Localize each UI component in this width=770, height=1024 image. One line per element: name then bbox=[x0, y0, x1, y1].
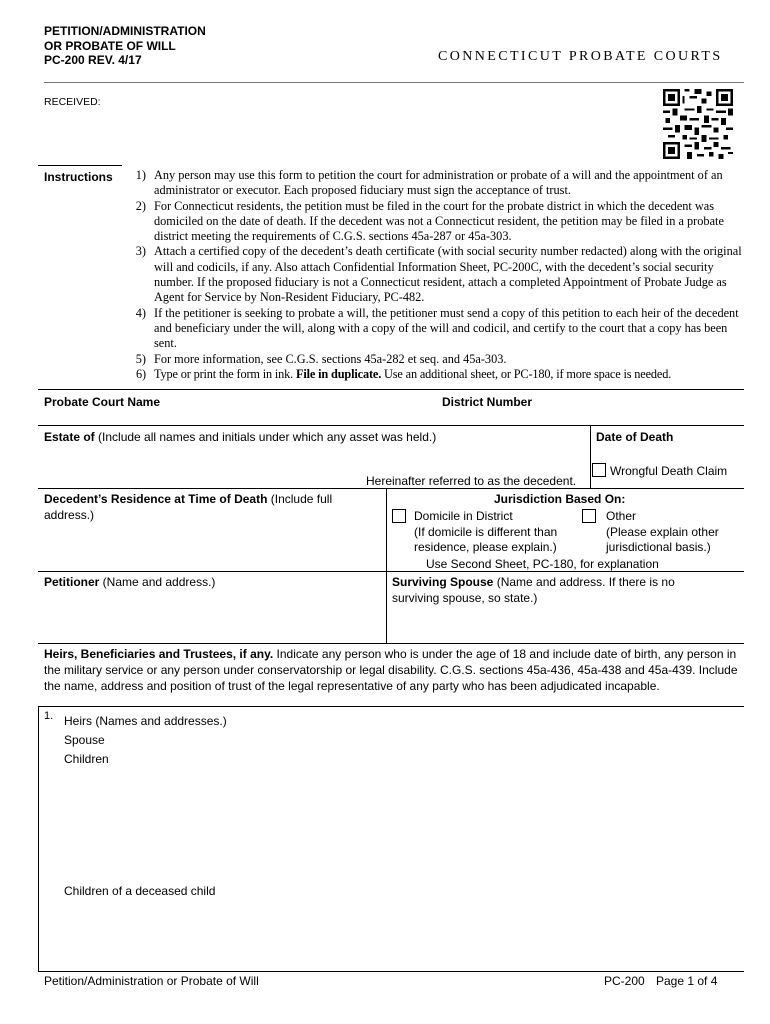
instruction-item: 5) For more information, see C.G.S. sections 45a-282 et seq. and 45a-303. bbox=[135, 351, 507, 366]
rule-date-divider bbox=[590, 425, 591, 488]
header-divider bbox=[44, 82, 744, 83]
rule-heirs-top bbox=[38, 643, 744, 644]
instructions-label: Instructions bbox=[44, 170, 113, 184]
surviving-spouse-label: Surviving Spouse (Name and address. If there is no surviving spouse, so state.) bbox=[392, 575, 675, 605]
form-title bbox=[44, 24, 206, 68]
footer-left: Petition/Administration or Probate of Will bbox=[44, 974, 259, 988]
rule-mid-divider bbox=[386, 488, 387, 643]
deceased-child-label: Children of a deceased child bbox=[64, 884, 216, 898]
wrongful-death-label: Wrongful Death Claim bbox=[610, 464, 728, 478]
petitioner-label: Petitioner (Name and address.) bbox=[44, 575, 216, 589]
instruction-item: 2) For Connecticut residents, the petition must be filed in the court for the probate district in which the decedent was domiciled on the date of death. If the decedent was not a Connecticut resident, the petition may be filed in a probate district meeting the requirements of C.G.S. sections 45a-287 or 45a-303. bbox=[135, 198, 724, 244]
rule-residence-top bbox=[38, 488, 744, 489]
instructions-top-rule bbox=[38, 165, 122, 166]
rule-petitioner-top bbox=[38, 571, 744, 572]
domicile-label: Domicile in District (If domicile is different than residence, please explain.) bbox=[414, 509, 558, 554]
instructions-list bbox=[128, 168, 746, 382]
form-title-line2: OR PROBATE OF WILL bbox=[44, 38, 176, 53]
other-checkbox[interactable] bbox=[582, 509, 596, 523]
rule-probate-top bbox=[38, 389, 744, 390]
spouse-label: Spouse bbox=[64, 733, 105, 747]
instruction-item: 3) Attach a certified copy of the decedent’s death certificate (with social security number redacted) along with the original will and codicils, if any. Also attach Confidential Information Sheet, PC-200C, with the decedent’s social security number. If the proposed fiduciary is not a Connecticut resident, attach a completed Appointment of Probate Judge as Agent for Service by Non-Resident Fiduciary, PC-482. bbox=[135, 244, 742, 305]
rule-footer-top bbox=[38, 971, 744, 972]
court-name: CONNECTICUT PROBATE COURTS bbox=[438, 49, 723, 64]
rule-heirs-left bbox=[38, 706, 39, 971]
heirs-label: Heirs (Names and addresses.) bbox=[64, 714, 227, 728]
date-of-death-label: Date of Death bbox=[596, 430, 674, 444]
heirs-heading: Heirs, Beneficiaries and Trustees, if any. Indicate any person who is under the age of 18 and include date of birth, any person in the military service or any person under conservatorship or legal disability. C.G.S. sections 45a-436, 45a-438 and 45a-439. Include the name, address and position of trust of the legal representative of any party who has been adjudicated incapable. bbox=[44, 647, 738, 693]
footer-form-code: PC-200 bbox=[604, 974, 645, 988]
heirs-number: 1. bbox=[44, 710, 54, 722]
district-number-label: District Number bbox=[442, 395, 533, 409]
instruction-item: 1) Any person may use this form to petition the court for administration or probate of a will and the appointment of an administrator or executor. Each proposed fiduciary must sign the acceptance of trust. bbox=[135, 168, 723, 198]
rule-estate-top bbox=[38, 425, 744, 426]
estate-of-label: Estate of (Include all names and initials under which any asset was held.) bbox=[44, 430, 437, 444]
jurisdiction-heading: Jurisdiction Based On: bbox=[494, 492, 626, 506]
form-code: PC-200 REV. 4/17 bbox=[44, 53, 142, 67]
probate-court-name-label: Probate Court Name bbox=[44, 395, 161, 409]
file-in-duplicate: File in duplicate. bbox=[296, 366, 382, 381]
instruction-item: 6) Type or print the form in ink. File in duplicate. Use an additional sheet, or PC-180, if more space is needed. bbox=[136, 366, 672, 381]
wrongful-death-checkbox[interactable] bbox=[592, 463, 606, 477]
form-title-line1: PETITION/ADMINISTRATION bbox=[44, 24, 206, 38]
footer-page-number: Page 1 of 4 bbox=[656, 974, 718, 988]
residence-label: Decedent’s Residence at Time of Death (Include full address.) bbox=[44, 492, 333, 522]
received-label: RECEIVED: bbox=[44, 96, 101, 108]
hereinafter-note: Hereinafter referred to as the decedent. bbox=[366, 474, 577, 488]
second-sheet-note: Use Second Sheet, PC-180, for explanation bbox=[426, 557, 659, 571]
qr-code-icon bbox=[663, 89, 733, 159]
children-label: Children bbox=[64, 752, 109, 766]
domicile-checkbox[interactable] bbox=[392, 509, 406, 523]
other-label: Other (Please explain other jurisdictional basis.) bbox=[606, 509, 719, 554]
rule-heirs-bottom bbox=[38, 706, 744, 707]
instruction-item: 4) If the petitioner is seeking to probate a will, the petitioner must send a copy of this petition to each heir of the decedent and beneficiary under the will, along with a copy of the will and codicil, and certify to the court that a copy has been sent. bbox=[135, 305, 739, 351]
